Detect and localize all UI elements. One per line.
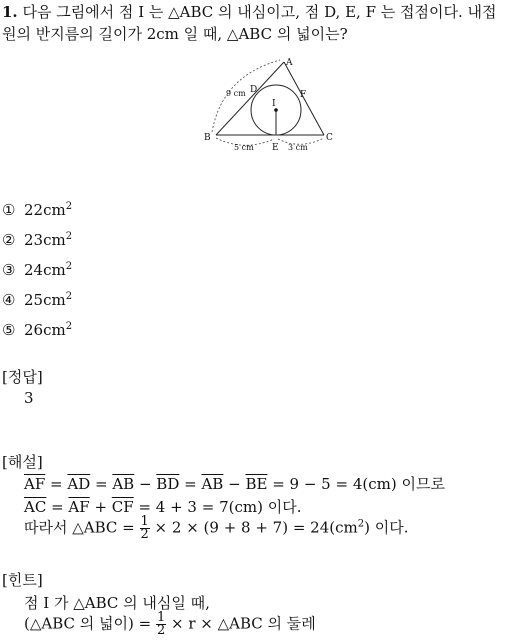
option-value: 25cm xyxy=(24,291,66,309)
denominator: 2 xyxy=(156,623,166,638)
explanation-line-1 xyxy=(24,473,445,494)
option-2[interactable] xyxy=(2,231,72,249)
question-text-1: 다음 그림에서 점 I 는 △ABC 의 내심이고, 점 D, E, F 는 접점이다. 내접 xyxy=(22,3,497,21)
op: = xyxy=(46,498,69,516)
option-marker: ② xyxy=(2,231,16,249)
explanation-line-3 xyxy=(24,516,409,541)
fraction-half xyxy=(156,612,166,637)
hint-heading: [힌트] xyxy=(2,571,43,589)
segment-ab: $\overline{AB}$ xyxy=(201,475,224,493)
option-exp: 2 xyxy=(65,291,73,302)
expr-pre: (△ABC 의 넓이) = xyxy=(24,614,156,633)
label-e: E xyxy=(272,143,279,153)
option-1[interactable] xyxy=(2,201,72,219)
segment-ab: $\overline{AB}$ xyxy=(112,475,135,493)
question-line-1 xyxy=(2,1,497,23)
triangle-figure xyxy=(200,56,340,156)
denominator: 2 xyxy=(140,527,149,542)
numerator: 1 xyxy=(140,514,149,529)
option-value: 22cm xyxy=(24,201,66,219)
explanation-line-2 xyxy=(24,496,301,517)
numerator: 1 xyxy=(156,610,166,625)
option-value: 26cm xyxy=(24,321,66,339)
exponent: 2 xyxy=(357,518,365,530)
segment-bd: $\overline{BD}$ xyxy=(156,475,180,493)
option-3[interactable] xyxy=(2,261,72,279)
op: − xyxy=(134,475,157,493)
option-exp: 2 xyxy=(65,261,73,272)
expr-tail: = 4 + 3 = 7(cm) 이다. xyxy=(133,498,302,516)
option-exp: 2 xyxy=(65,231,73,242)
hint-line-2 xyxy=(24,612,316,637)
option-4[interactable] xyxy=(2,291,72,309)
segment-af: $\overline{AF}$ xyxy=(68,498,90,516)
question-line-2: 원의 반지름의 길이가 2cm 일 때, △ABC 의 넓이는? xyxy=(2,25,348,43)
option-exp: 2 xyxy=(65,321,73,332)
op: = xyxy=(45,475,68,493)
op: − xyxy=(223,475,246,493)
question-number: 1. xyxy=(2,3,18,21)
expr-pre: 따라서 △ABC = xyxy=(24,518,140,537)
label-b: B xyxy=(204,133,211,143)
expr-tail: × r × △ABC 의 둘레 xyxy=(166,614,316,633)
option-marker: ① xyxy=(2,201,16,219)
segment-ad: $\overline{AD}$ xyxy=(67,475,91,493)
length-ec: 3 cm xyxy=(288,143,308,152)
expr-tail: = 9 − 5 = 4(cm) 이므로 xyxy=(267,475,445,493)
answer-heading: [정답] xyxy=(2,368,43,386)
length-ad: 9 cm xyxy=(226,89,246,98)
label-a: A xyxy=(286,58,293,68)
label-c: C xyxy=(326,133,333,143)
fraction-half xyxy=(140,516,150,541)
option-marker: ④ xyxy=(2,291,16,309)
option-exp: 2 xyxy=(65,201,73,212)
label-i: I xyxy=(272,99,276,109)
op: = xyxy=(90,475,113,493)
expr-tail: ) 이다. xyxy=(364,518,409,537)
explanation-heading: [해설] xyxy=(2,453,43,471)
option-value: 24cm xyxy=(24,261,66,279)
option-5[interactable] xyxy=(2,321,72,339)
op: = xyxy=(179,475,202,493)
segment-ac: $\overline{AC}$ xyxy=(24,498,47,516)
segment-af: $\overline{AF}$ xyxy=(24,475,46,493)
option-value: 23cm xyxy=(24,231,66,249)
option-marker: ⑤ xyxy=(2,321,16,339)
segment-cf: $\overline{CF}$ xyxy=(111,498,134,516)
expr-mid: × 2 × (9 + 8 + 7) = 24(cm xyxy=(149,518,358,537)
option-marker: ③ xyxy=(2,261,16,279)
segment-be: $\overline{BE}$ xyxy=(245,475,268,493)
op: + xyxy=(89,498,112,516)
length-be: 5 cm xyxy=(234,143,254,152)
arc-ab xyxy=(212,60,280,132)
label-f: F xyxy=(300,90,307,100)
hint-line-1: 점 I 가 △ABC 의 내심일 때, xyxy=(24,594,210,612)
answer-value: 3 xyxy=(24,389,34,407)
label-d: D xyxy=(250,85,258,95)
